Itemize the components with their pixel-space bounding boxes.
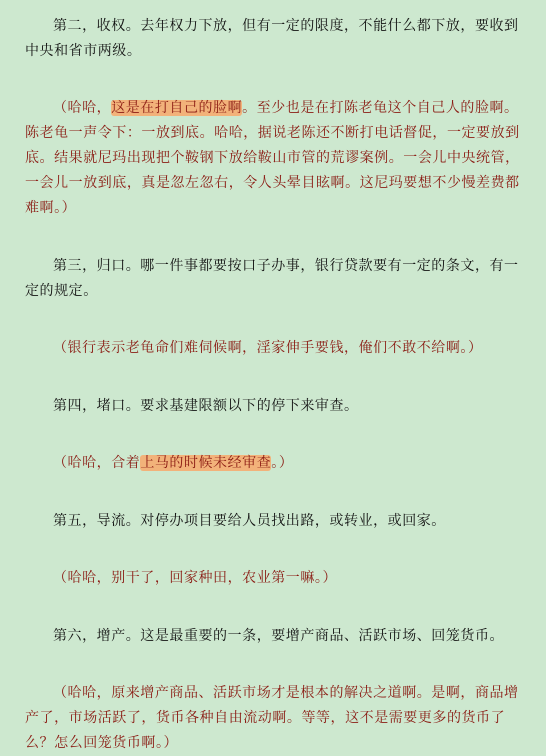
- paragraph-text: 第三，归口。哪一件事都要按口子办事，银行贷款要有一定的条文，有一定的规定。: [25, 258, 519, 299]
- paragraph-text: 。）: [271, 455, 294, 471]
- paragraph-text: 。至少也是在打陈老龟这个自己人的脸啊。陈老龟一声令下：一放到底。哈哈，据说老陈还不断打电话督促，一定要放到底。结果就尼玛出现把个鞍钢下放给鞍山市管的荒谬案例。一会儿中央统管，一会儿一放到底，真是忽左忽右，令人头晕目眩啊。这尼玛要想不少慢差费都难啊。）: [25, 100, 520, 216]
- paragraph-text: 第五，导流。对停办项目要给人员找出路，或转业，或回家。: [53, 513, 446, 529]
- paragraph-main: [25, 394, 520, 419]
- paragraph-main: [25, 509, 520, 534]
- paragraph-main: [25, 14, 520, 64]
- paragraph-comment: [25, 681, 520, 756]
- paragraph-text: （哈哈，别干了，回家种田，农业第一嘛。）: [53, 570, 337, 586]
- paragraph-comment: [25, 566, 520, 591]
- paragraph-text: （银行表示老龟命们难伺候啊，淫家伸手要钱，俺们不敢不给啊。）: [53, 340, 483, 356]
- paragraph-main: [25, 254, 520, 304]
- highlighted-text: 这是在打自己的脸啊: [111, 100, 243, 116]
- paragraph-text: 第四，堵口。要求基建限额以下的停下来审查。: [53, 398, 359, 414]
- paragraph-text: （哈哈，原来增产商品、活跃市场才是根本的解决之道啊。是啊，商品增产了，市场活跃了，货币各种自由流动啊。等等，这不是需要更多的货币了么？怎么回笼货币啊。）: [25, 685, 519, 751]
- paragraph-comment: [25, 336, 520, 361]
- paragraph-comment: [25, 96, 520, 221]
- paragraph-text: 第二，收权。去年权力下放，但有一定的限度，不能什么都下放，要收到中央和省市两级。: [25, 18, 519, 59]
- paragraph-text: （哈哈，合着: [53, 455, 141, 471]
- paragraph-comment: [25, 451, 520, 476]
- paragraph-main: [25, 624, 520, 649]
- paragraph-text: （哈哈，: [53, 100, 112, 116]
- paragraph-text: 第六，增产。这是最重要的一条，要增产商品、活跃市场、回笼货币。: [53, 628, 505, 644]
- highlighted-text: 上马的时候未经审查: [140, 455, 272, 471]
